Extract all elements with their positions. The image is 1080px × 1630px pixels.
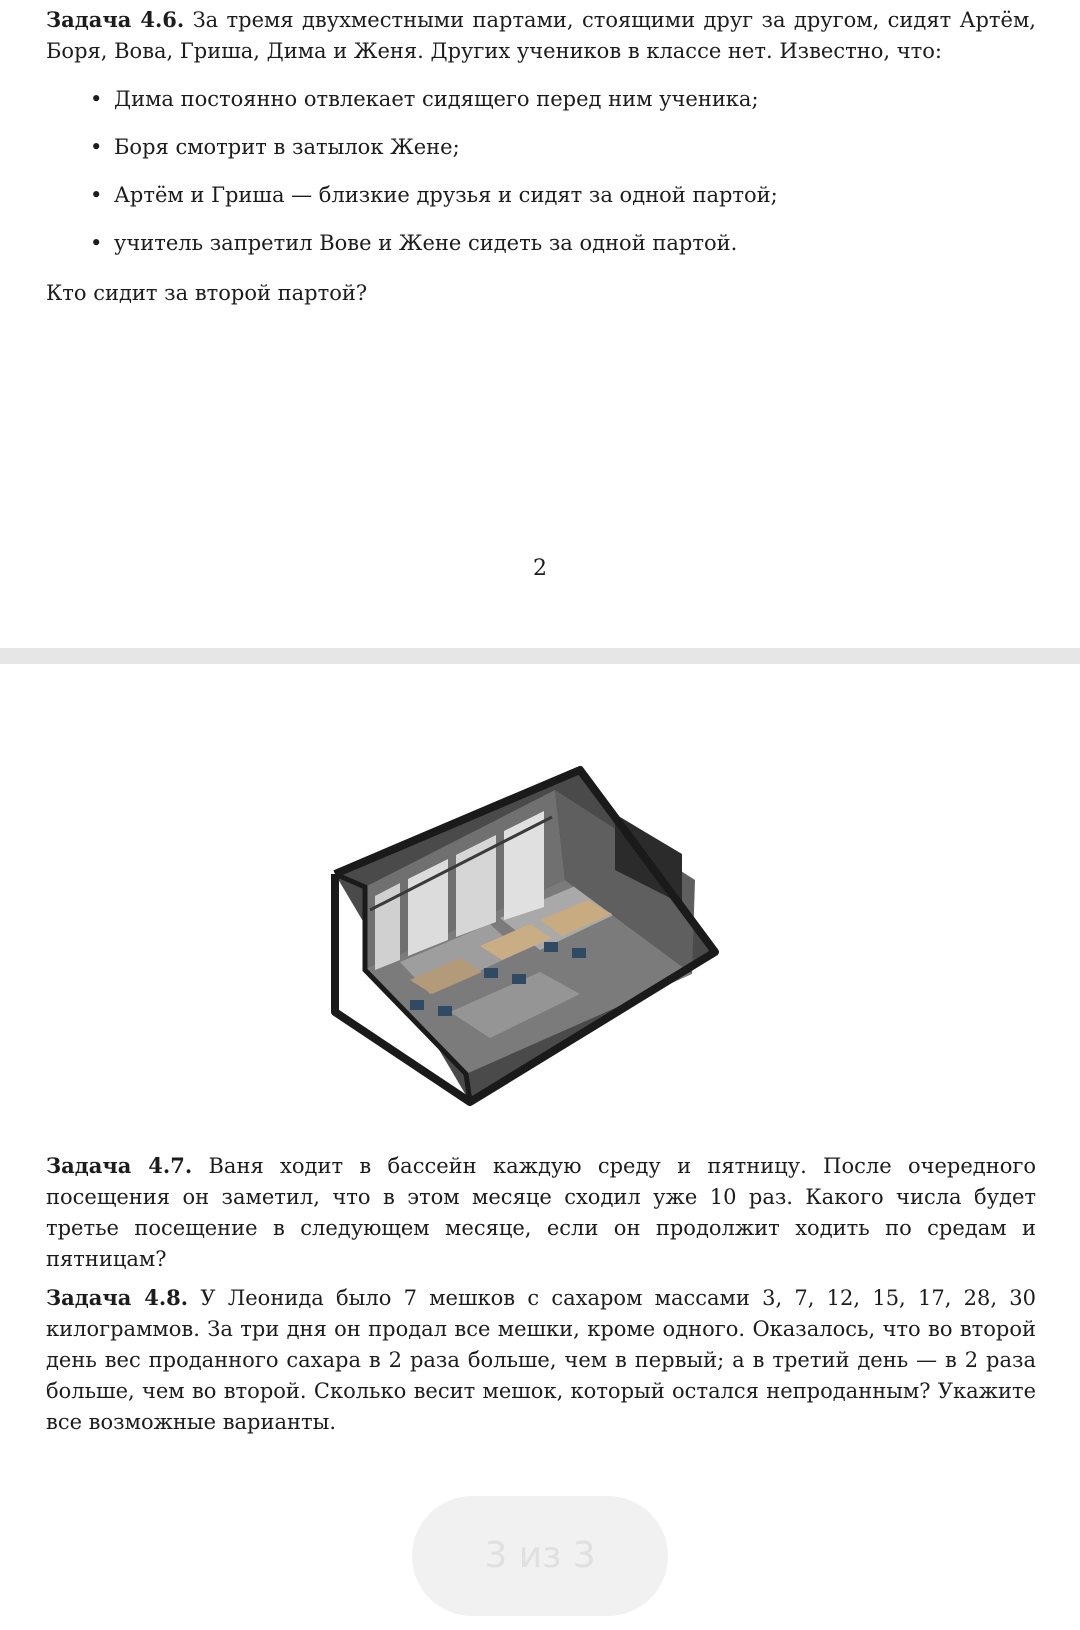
task-4-8-text: У Леонида было 7 мешков с сахаром массами 3, 7, 12, 15, 17, 28, 30 килограммов. За три дня он продал все мешки, кроме одного. Оказалось, что во второй день вес проданного сахара в 2 раза больше, чем в первый; а в третий день — в 2 раза больше, чем во второй. Сколько весит мешок, который остался непроданным? Укажите все возможные варианты. bbox=[46, 1286, 1036, 1434]
chair bbox=[512, 974, 526, 984]
condition-item: • учитель запретил Вове и Жене сидеть за одной партой. bbox=[90, 231, 738, 255]
page-separator bbox=[0, 648, 1080, 664]
chair bbox=[544, 942, 558, 952]
condition-item: • Артём и Гриша — близкие друзья и сидят за одной партой; bbox=[90, 183, 778, 207]
condition-item: • Боря смотрит в затылок Жене; bbox=[90, 135, 460, 159]
chair bbox=[484, 968, 498, 978]
chair bbox=[572, 948, 586, 958]
task-4-6-question: Кто сидит за второй партой? bbox=[46, 281, 368, 305]
task-4-6-conditions bbox=[86, 84, 986, 276]
task-4-6-title: Задача 4.6. bbox=[46, 7, 185, 32]
task-4-7-text: Ваня ходит в бассейн каждую среду и пятницу. После очередного посещения он заметил, что в этом месяце сходил уже 10 раз. Какого числа будет третье посещение в следующем месяце, если он продолжит ходить по средам и пятницам? bbox=[46, 1154, 1036, 1271]
chair bbox=[410, 1000, 424, 1010]
classroom-illustration bbox=[330, 762, 740, 1132]
page-number: 2 bbox=[533, 556, 547, 581]
task-4-8-title: Задача 4.8. bbox=[46, 1285, 189, 1310]
task-4-8-statement bbox=[46, 1282, 1036, 1438]
task-4-6-statement bbox=[46, 4, 1036, 67]
condition-item: • Дима постоянно отвлекает сидящего перед ним ученика; bbox=[90, 87, 759, 111]
task-4-7-statement bbox=[46, 1150, 1036, 1275]
chair bbox=[438, 1006, 452, 1016]
page-indicator: 3 из 3 bbox=[412, 1496, 668, 1616]
document-page-2 bbox=[0, 0, 1080, 648]
task-4-7-title: Задача 4.7. bbox=[46, 1153, 193, 1178]
task-4-6-text: За тремя двухместными партами, стоящими друг за другом, сидят Артём, Боря, Вова, Гриша, Дима и Женя. Других учеников в классе нет. Известно, что: bbox=[46, 8, 1036, 63]
